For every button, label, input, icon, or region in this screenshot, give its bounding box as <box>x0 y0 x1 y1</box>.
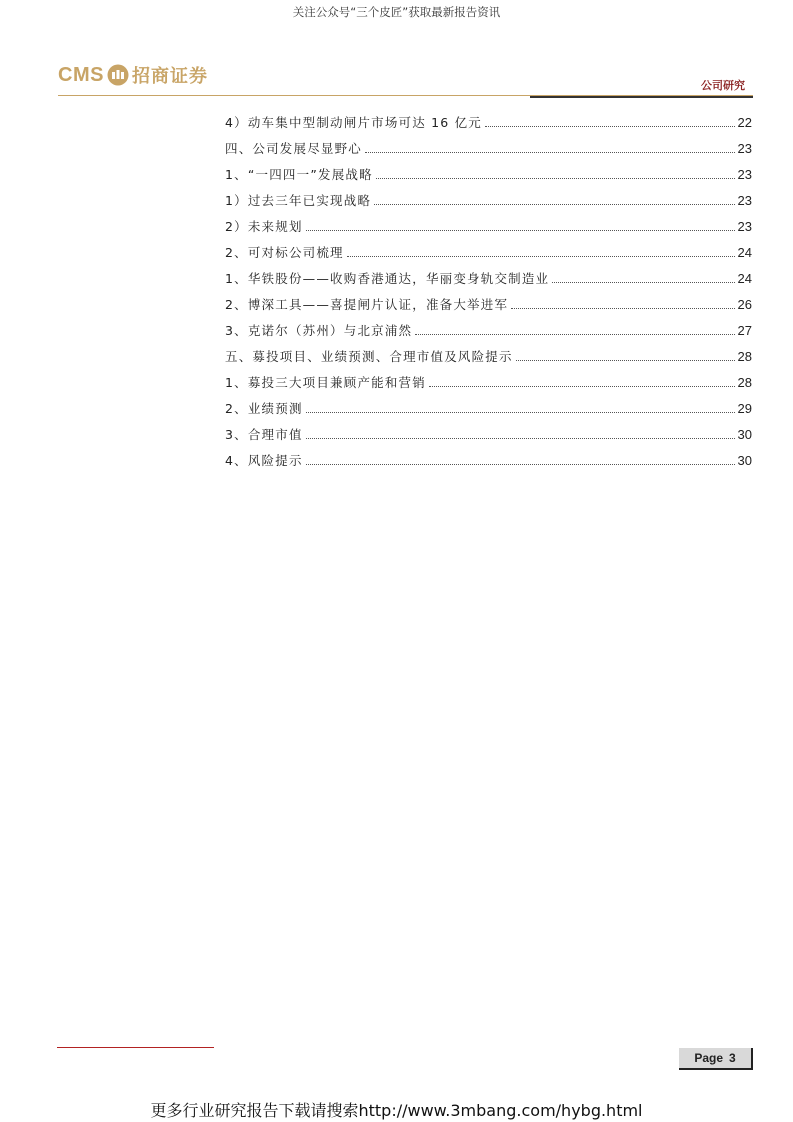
bottom-banner[interactable]: 更多行业研究报告下载请搜索http://www.3mbang.com/hybg.html <box>150 1101 643 1120</box>
toc-entry-page: 23 <box>737 167 752 182</box>
toc-entry[interactable] <box>225 288 752 314</box>
toc-entry[interactable] <box>225 210 752 236</box>
cms-logo-mark-icon <box>107 64 129 86</box>
toc-entry-page: 28 <box>737 349 752 364</box>
toc-entry-page: 23 <box>737 141 752 156</box>
toc-entry[interactable] <box>225 314 752 340</box>
toc-entry-title: 3、克诺尔（苏州）与北京浦然 <box>225 323 413 338</box>
toc-entry[interactable] <box>225 262 752 288</box>
toc-entry[interactable] <box>225 184 752 210</box>
toc-entry-page: 28 <box>737 375 752 390</box>
toc-leader-dots <box>429 385 735 387</box>
toc-entry[interactable] <box>225 444 752 470</box>
toc-leader-dots <box>415 333 734 335</box>
toc-entry-page: 27 <box>737 323 752 338</box>
toc-entry[interactable] <box>225 418 752 444</box>
toc-entry-title: 2、博深工具——喜提闸片认证，准备大举进军 <box>225 297 509 312</box>
footnote-divider <box>57 1047 214 1048</box>
toc-entry-page: 24 <box>737 245 752 260</box>
toc-leader-dots <box>306 229 735 231</box>
company-logo <box>58 62 208 88</box>
toc-entry-title: 1、“一四四一”发展战略 <box>225 167 373 182</box>
toc-entry-title: 2、可对标公司梳理 <box>225 245 344 260</box>
logo-chinese-text: 招商证券 <box>131 66 208 87</box>
toc-entry-title: 3、合理市值 <box>225 427 303 442</box>
toc-entry[interactable] <box>225 366 752 392</box>
toc-leader-dots <box>365 151 735 153</box>
toc-leader-dots <box>306 463 735 465</box>
toc-entry[interactable] <box>225 132 752 158</box>
toc-leader-dots <box>347 255 735 257</box>
page-number-box <box>679 1048 753 1070</box>
toc-leader-dots <box>306 437 735 439</box>
toc-entry[interactable] <box>225 392 752 418</box>
logo-cms-text: CMS <box>58 63 104 86</box>
toc-entry-page: 23 <box>737 193 752 208</box>
toc-entry-page: 29 <box>737 401 752 416</box>
toc-entry-page: 26 <box>737 297 752 312</box>
toc-entry-page: 30 <box>737 453 752 468</box>
toc-entry-title: 五、募投项目、业绩预测、合理市值及风险提示 <box>225 349 513 364</box>
table-of-contents <box>225 106 752 470</box>
toc-leader-dots <box>306 411 735 413</box>
toc-entry[interactable] <box>225 340 752 366</box>
toc-entry-page: 22 <box>737 115 752 130</box>
toc-leader-dots <box>511 307 734 309</box>
toc-entry-title: 2、业绩预测 <box>225 401 303 416</box>
toc-leader-dots <box>376 177 735 179</box>
toc-leader-dots <box>552 281 734 283</box>
toc-entry-page: 24 <box>737 271 752 286</box>
toc-entry-page: 30 <box>737 427 752 442</box>
toc-entry[interactable] <box>225 158 752 184</box>
toc-entry-title: 四、公司发展尽显野心 <box>225 141 363 156</box>
toc-entry-title: 1、募投三大项目兼顾产能和营销 <box>225 375 426 390</box>
top-banner: 关注公众号“三个皮匠”获取最新报告资讯 <box>292 5 501 19</box>
toc-leader-dots <box>374 203 734 205</box>
toc-entry-page: 23 <box>737 219 752 234</box>
toc-entry[interactable] <box>225 106 752 132</box>
toc-entry-title: 4、风险提示 <box>225 453 303 468</box>
header-divider-accent <box>530 96 753 98</box>
toc-entry-title: 1）过去三年已实现战略 <box>225 193 372 208</box>
toc-entry[interactable] <box>225 236 752 262</box>
section-label: 公司研究 <box>701 79 745 92</box>
toc-entry-title: 4）动车集中型制动闸片市场可达 16 亿元 <box>225 115 483 130</box>
page-label: Page <box>694 1051 723 1065</box>
toc-entry-title: 1、华铁股份——收购香港通达，华丽变身轨交制造业 <box>225 271 550 286</box>
toc-leader-dots <box>516 359 735 361</box>
toc-leader-dots <box>485 125 735 127</box>
toc-entry-title: 2）未来规划 <box>225 219 303 234</box>
page-number: 3 <box>729 1051 736 1065</box>
